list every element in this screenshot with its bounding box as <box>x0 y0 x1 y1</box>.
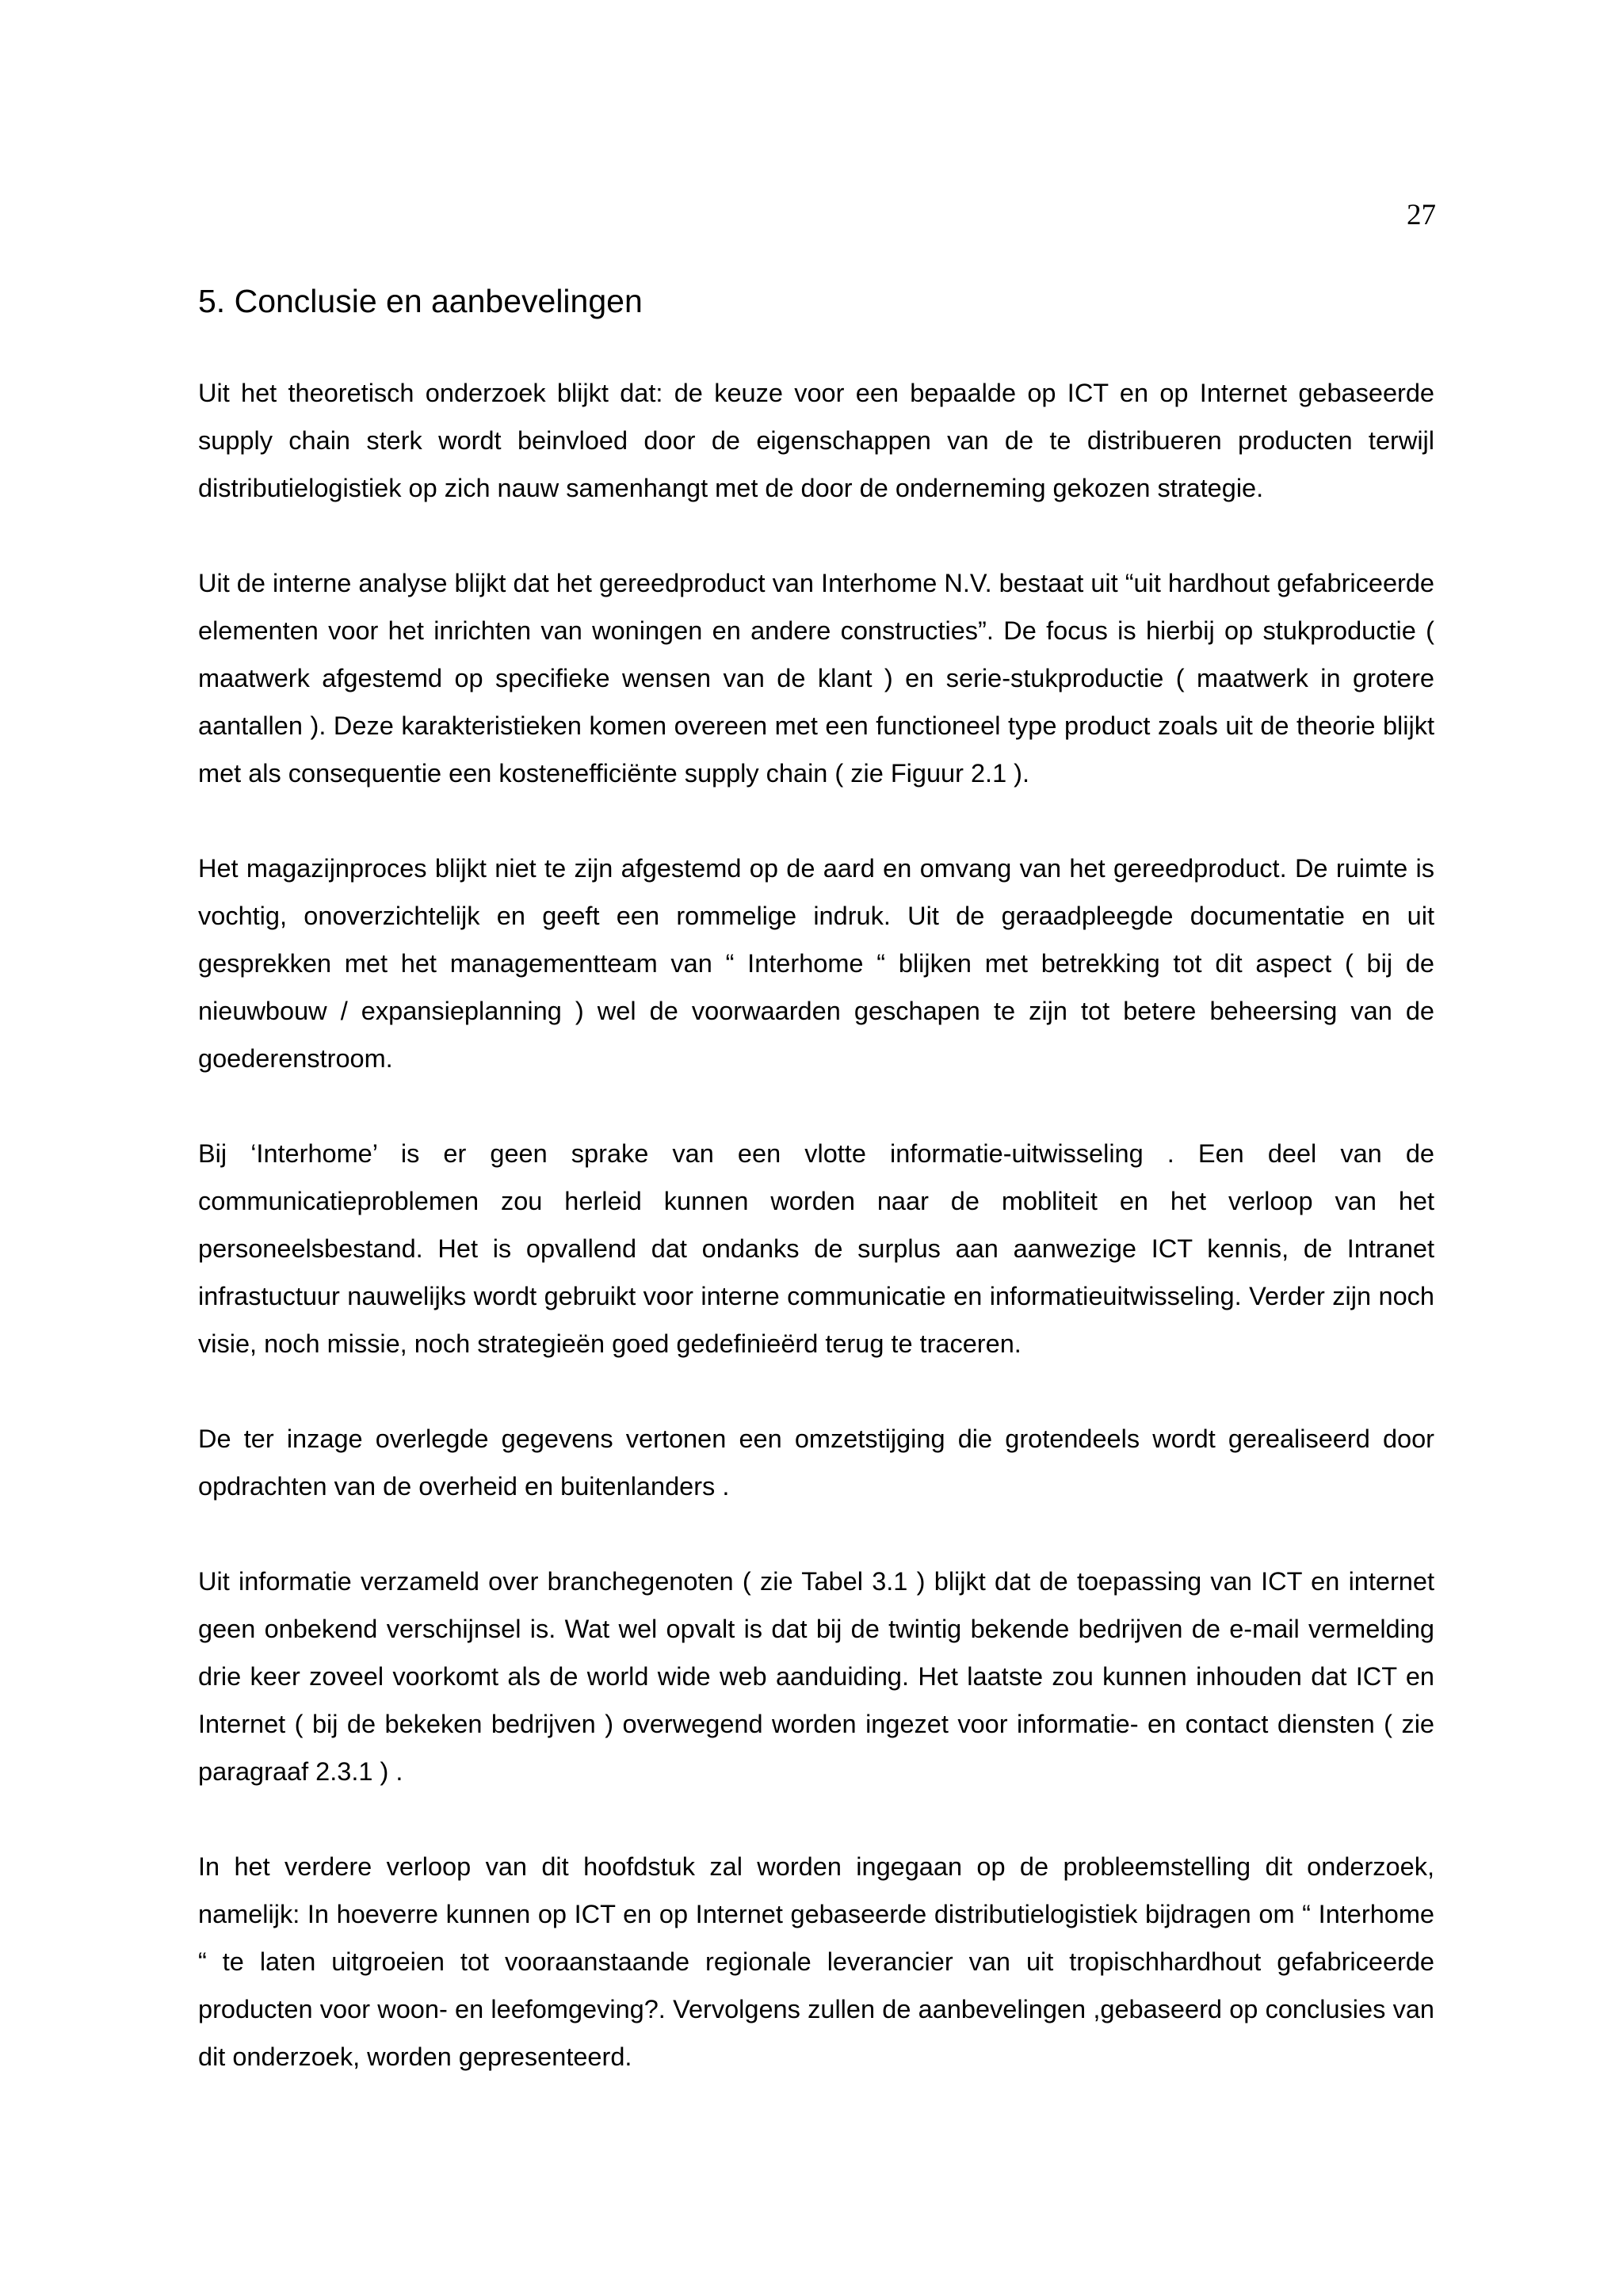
page-number: 27 <box>1407 199 1436 231</box>
document-body <box>198 279 1434 2128</box>
paragraph-chapter-outline: In het verdere verloop van dit hoofdstuk zal worden ingegaan op de probleemstelling dit onderzoek, namelijk: In hoeverre kunnen op ICT en op Internet gebaseerde distributielogistiek bijdragen om “ Interhome “ te laten uitgroeien tot vooraanstaande regionale leverancier van uit tropischhardhout gefabriceerde producten voor woon- en leefomgeving?. Vervolgens zullen de aanbevelingen ,gebaseerd op conclusies van dit onderzoek, worden gepresenteerd. <box>198 1852 1434 2071</box>
paragraph-revenue-growth: De ter inzage overlegde gegevens vertonen een omzetstijging die grotendeels wordt gerealiseerd door opdrachten van de overheid en buitenlanders . <box>198 1425 1434 1501</box>
paragraph-information-exchange: Bij ‘Interhome’ is er geen sprake van een vlotte informatie-uitwisseling . Een deel van de communicatieproblemen zou herleid kunnen worden naar de mobliteit en het verloop van het personeelsbestand. Het is opvallend dat ondanks de surplus aan aanwezige ICT kennis, de Intranet infrastuctuur nauwelijks wordt gebruikt voor interne communicatie en informatieuitwisseling. Verder zijn noch visie, noch missie, noch strategieën goed gedefinieërd terug te traceren. <box>198 1139 1434 1358</box>
chapter-heading: 5. Conclusie en aanbevelingen <box>198 283 643 319</box>
paragraph-theoretical-research: Uit het theoretisch onderzoek blijkt dat: de keuze voor een bepaalde op ICT en op Internet gebaseerde supply chain sterk wordt beinvloed door de eigenschappen van de te distribueren producten terwijl distributielogistiek op zich nauw samenhangt met de door de onderneming gekozen strategie. <box>198 379 1434 502</box>
paragraph-industry-peers: Uit informatie verzameld over branchegenoten ( zie Tabel 3.1 ) blijkt dat de toepassing van ICT en internet geen onbekend verschijnsel is. Wat wel opvalt is dat bij de twintig bekende bedrijven de e-mail vermelding drie keer zoveel voorkomt als de world wide web aanduiding. Het laatste zou kunnen inhouden dat ICT en Internet ( bij de bekeken bedrijven ) overwegend worden ingezet voor informatie- en contact diensten ( zie paragraaf 2.3.1 ) . <box>198 1567 1434 1786</box>
paragraph-warehouse-process: Het magazijnproces blijkt niet te zijn afgestemd op de aard en omvang van het gereedproduct. De ruimte is vochtig, onoverzichtelijk en geeft een rommelige indruk. Uit de geraadpleegde documentatie en uit gesprekken met het managementteam van “ Interhome “ blijken met betrekking tot dit aspect ( bij de nieuwbouw / expansieplanning ) wel de voorwaarden geschapen te zijn tot betere beheersing van de goederenstroom. <box>198 854 1434 1073</box>
paragraph-internal-analysis: Uit de interne analyse blijkt dat het gereedproduct van Interhome N.V. bestaat uit “uit hardhout gefabriceerde elementen voor het inrichten van woningen en andere constructies”. De focus is hierbij op stukproductie ( maatwerk afgestemd op specifieke wensen van de klant ) en serie-stukproductie ( maatwerk in grotere aantallen ). Deze karakteristieken komen overeen met een functioneel type product zoals uit de theorie blijkt met als consequentie een kostenefficiënte supply chain ( zie Figuur 2.1 ). <box>198 569 1434 788</box>
